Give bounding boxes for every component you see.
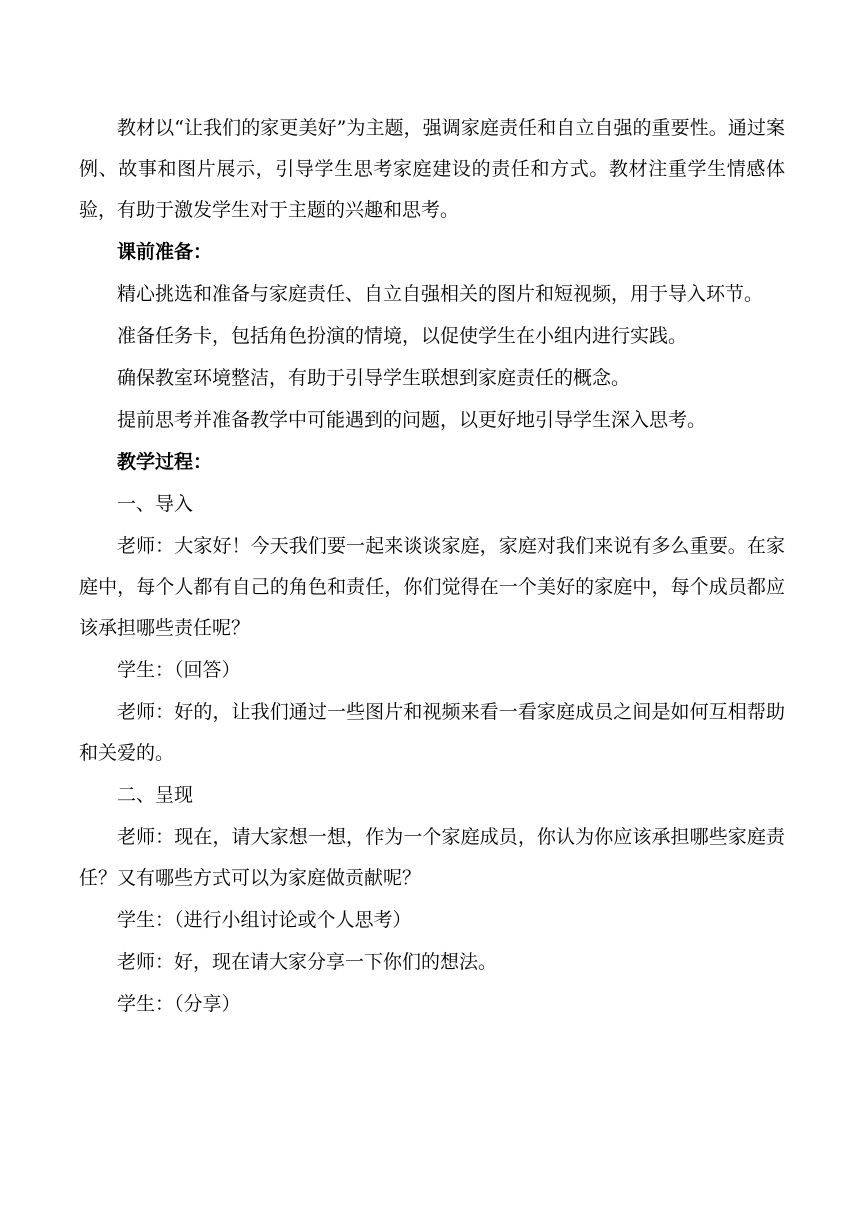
dialogue-paragraph: 老师：现在，请大家想一想，作为一个家庭成员，你认为你应该承担哪些家庭责任？又有哪些方式可以为家庭做贡献呢？	[79, 826, 785, 889]
intro-paragraph: 教材以“让我们的家更美好”为主题，强调家庭责任和自立自强的重要性。通过案例、故事和图片展示，引导学生思考家庭建设的责任和方式。教材注重学生情感体验，有助于激发学生对于主题的兴趣和思考。	[79, 117, 785, 221]
dialogue-paragraph: 学生：（回答）	[117, 659, 241, 681]
preparation-item: 提前思考并准备教学中可能遇到的问题，以更好地引导学生深入思考。	[117, 409, 707, 431]
section-heading-process: 教学过程：	[117, 451, 213, 473]
document-page	[79, 108, 785, 1026]
preparation-item: 确保教室环境整洁，有助于引导学生联想到家庭责任的概念。	[117, 367, 631, 389]
dialogue-paragraph: 老师：大家好！今天我们要一起来谈谈家庭，家庭对我们来说有多么重要。在家庭中，每个人都有自己的角色和责任，你们觉得在一个美好的家庭中，每个成员都应该承担哪些责任呢？	[79, 535, 785, 639]
dialogue-paragraph: 学生：（进行小组讨论或个人思考）	[117, 909, 412, 931]
subsection-heading-introduction: 一、导入	[117, 493, 194, 515]
dialogue-paragraph: 学生：（分享）	[117, 993, 241, 1015]
preparation-item: 准备任务卡，包括角色扮演的情境，以促使学生在小组内进行实践。	[117, 325, 688, 347]
dialogue-paragraph: 老师：好的，让我们通过一些图片和视频来看一看家庭成员之间是如何互相帮助和关爱的。	[79, 701, 785, 764]
section-heading-preparation: 课前准备：	[117, 241, 213, 263]
dialogue-paragraph: 老师：好，现在请大家分享一下你们的想法。	[117, 951, 498, 973]
subsection-heading-presentation: 二、呈现	[117, 784, 194, 806]
preparation-item: 精心挑选和准备与家庭责任、自立自强相关的图片和短视频，用于导入环节。	[117, 283, 764, 305]
